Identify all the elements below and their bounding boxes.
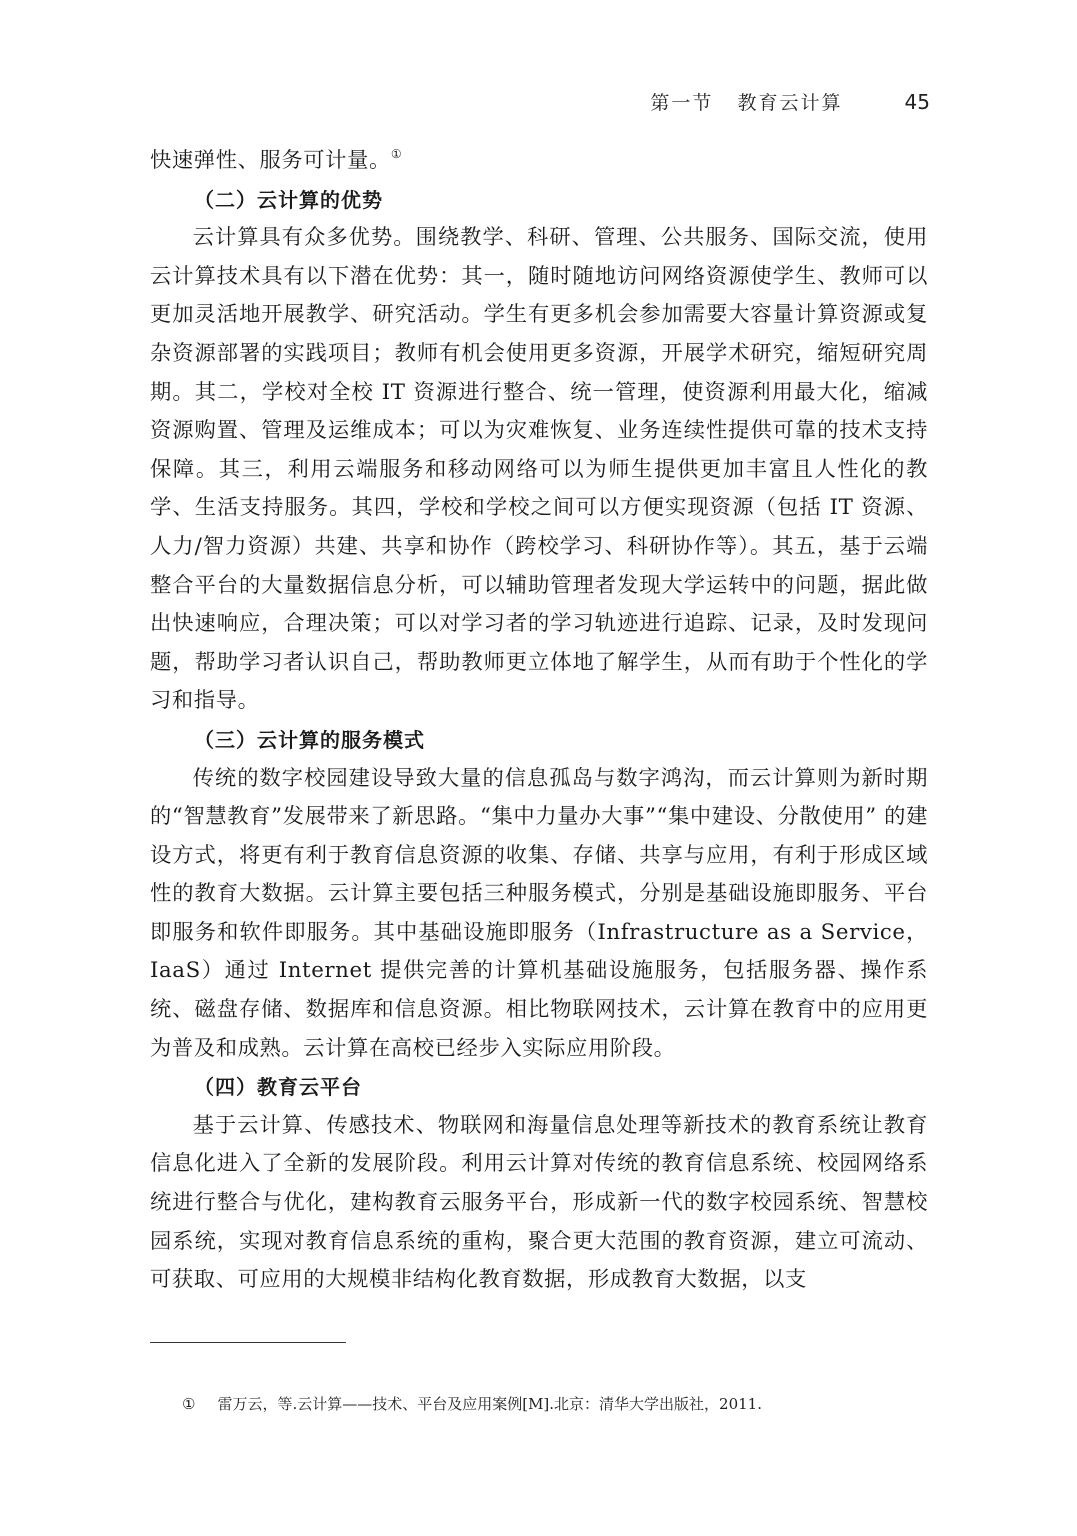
paragraph-service-models: 传统的数字校园建设导致大量的信息孤岛与数字鸿沟，而云计算则为新时期的“智慧教育”发展带来了新思路。“集中力量办大事”“集中建设、分散使用” 的建设方式，将更有利于教育信息资源的收集、存储、共享与应用，有利于形成区域性的教育大数据。云计算主要包括三种服务模式，分别是基础设施即服务、平台即服务和软件即服务。其中基础设施即服务（Infrastructure as a Service，IaaS）通过 Internet 提供完善的计算机基础设施服务，包括服务器、操作系统、磁盘存储、数据库和信息资源。相比物联网技术，云计算在教育中的应用更为普及和成熟。云计算在高校已经步入实际应用阶段。: [150, 765, 928, 1061]
heading-education-cloud-platform: （四）教育云平台: [194, 1075, 362, 1100]
heading-cloud-advantages: （二）云计算的优势: [194, 187, 383, 212]
heading-service-models: （三）云计算的服务模式: [194, 727, 425, 752]
footnote-mark: ①: [182, 1395, 196, 1413]
paragraph-text: 快速弹性、服务可计量。: [150, 148, 391, 173]
paragraph-education-cloud: 基于云计算、传感技术、物联网和海量信息处理等新技术的教育系统让教育信息化进入了全新的发展阶段。利用云计算对传统的教育信息系统、校园网络系统进行整合与优化，建构教育云服务平台，形成新一代的数字校园系统、智慧校园系统，实现对教育信息系统的重构，聚合更大范围的教育资源，建立可流动、可获取、可应用的大规模非结构化教育数据，形成教育大数据，以支: [150, 1112, 928, 1293]
page-number: 45: [904, 90, 930, 114]
footnote-text: 雷万云，等.云计算——技术、平台及应用案例[M].北京：清华大学出版社，2011.: [217, 1395, 762, 1413]
paragraph-continued: [150, 142, 928, 181]
section-title: 第一节 教育云计算: [650, 92, 843, 114]
footnote-divider: [150, 1342, 346, 1343]
running-header: [150, 88, 930, 115]
page-body: [150, 142, 928, 1300]
paragraph-advantages: 云计算具有众多优势。围绕教学、科研、管理、公共服务、国际交流，使用云计算技术具有以下潜在优势：其一，随时随地访问网络资源使学生、教师可以更加灵活地开展教学、研究活动。学生有更多机会参加需要大容量计算资源或复杂资源部署的实践项目；教师有机会使用更多资源，开展学术研究，缩短研究周期。其二，学校对全校 IT 资源进行整合、统一管理，使资源利用最大化，缩减资源购置、管理及运维成本；可以为灾难恢复、业务连续性提供可靠的技术支持保障。其三，利用云端服务和移动网络可以为师生提供更加丰富且人性化的教学、生活支持服务。其四，学校和学校之间可以方便实现资源（包括 IT 资源、人力/智力资源）共建、共享和协作（跨校学习、科研协作等）。其五，基于云端整合平台的大量数据信息分析，可以辅助管理者发现大学运转中的问题，据此做出快速响应，合理决策；可以对学习者的学习轨迹进行追踪、记录，及时发现问题，帮助学习者认识自己，帮助教师更立体地了解学生，从而有助于个性化的学习和指导。: [150, 225, 928, 714]
footnote: [182, 1394, 922, 1414]
footnote-reference[interactable]: ①: [390, 147, 403, 161]
